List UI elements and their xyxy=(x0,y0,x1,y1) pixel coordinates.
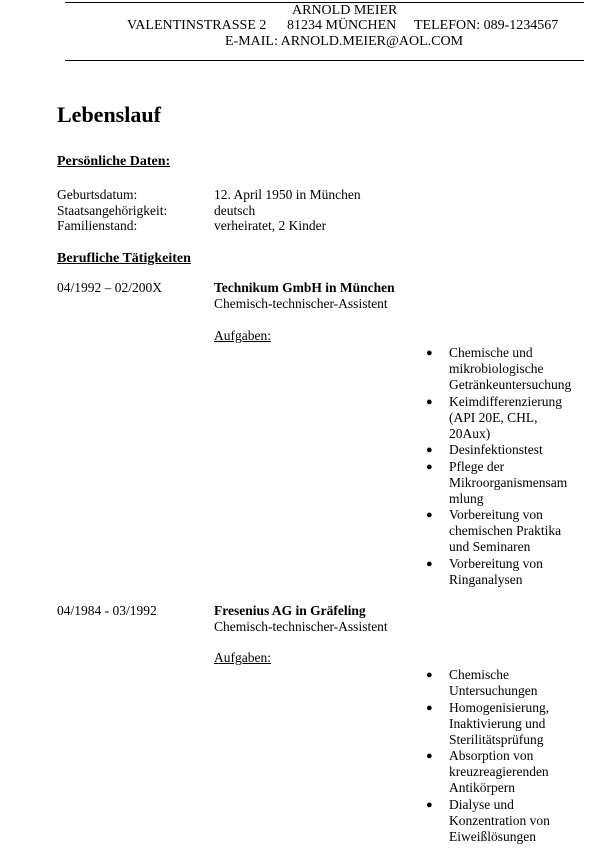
task-item xyxy=(426,459,586,507)
task-line: Eiweißlösungen xyxy=(449,828,536,844)
task-line: mlung xyxy=(449,490,484,506)
personal-value-birthdate: 12. April 1950 in München xyxy=(214,187,361,202)
task-line: Dialyse und xyxy=(449,796,514,812)
bullet-icon: ● xyxy=(426,460,433,473)
task-line: Desinfektionstest xyxy=(449,442,543,457)
task-line: und Seminaren xyxy=(449,539,531,554)
task-line: Sterilitätsprüfung xyxy=(449,731,544,747)
job-2-period: 04/1984 - 03/1992 xyxy=(57,603,157,618)
job-2-position: Chemisch-technischer-Assistent xyxy=(214,619,388,634)
job-1-tasks-label: Aufgaben: xyxy=(214,328,271,343)
task-line: Pflege der xyxy=(449,458,505,474)
task-line: Getränkeuntersuchung xyxy=(449,377,572,392)
section-career-heading: Berufliche Tätigkeiten xyxy=(57,251,191,266)
bullet-icon: ● xyxy=(426,701,433,714)
bullet-icon: ● xyxy=(426,509,433,521)
task-line: 20Aux) xyxy=(449,425,491,441)
task-line: Chemische und xyxy=(449,345,533,360)
job-2-tasks-label: Aufgaben: xyxy=(214,650,271,665)
section-personal-heading: Persönliche Daten: xyxy=(57,154,171,169)
personal-label-nationality: Staatsangehörigkeit: xyxy=(57,203,168,218)
page-title: Lebenslauf xyxy=(57,102,161,127)
task-item xyxy=(426,797,586,845)
task-line: Konzentration von xyxy=(449,812,550,828)
bullet-icon: ● xyxy=(426,669,433,681)
job-1-position: Chemisch-technischer-Assistent xyxy=(214,296,388,311)
header-email: E-MAIL: ARNOLD.MEIER@AOL.COM xyxy=(225,34,464,49)
personal-value-nationality: deutsch xyxy=(214,203,256,218)
header-street: VALENTINSTRASSE 2 xyxy=(127,18,267,33)
task-line: Chemische xyxy=(449,667,509,682)
bullet-icon: ● xyxy=(426,557,433,570)
task-line: Absorption von xyxy=(449,748,534,763)
personal-label-family: Familienstand: xyxy=(57,218,138,233)
personal-value-family: verheiratet, 2 Kinder xyxy=(214,218,327,233)
task-line: Ringanalysen xyxy=(449,571,523,587)
personal-label-birthdate: Geburtsdatum: xyxy=(57,187,138,202)
task-item xyxy=(426,507,586,555)
job-1-task-list xyxy=(426,345,586,588)
task-line: Untersuchungen xyxy=(449,683,538,698)
task-line: mikrobiologische xyxy=(449,361,544,376)
task-item xyxy=(426,700,586,748)
task-item xyxy=(426,556,586,588)
task-line: Keimdifferenzierung xyxy=(449,393,562,409)
task-line: chemischen Praktika xyxy=(449,523,562,538)
task-line: Inaktivierung und xyxy=(449,715,546,731)
task-line: Vorbereitung von xyxy=(449,555,543,571)
task-item xyxy=(426,345,586,393)
job-2-task-list xyxy=(426,667,586,845)
header-name: ARNOLD MEIER xyxy=(292,3,398,18)
header-phone: TELEFON: 089-1234567 xyxy=(414,18,559,33)
task-line: Vorbereitung von xyxy=(449,507,543,522)
bullet-icon: ● xyxy=(426,750,433,762)
task-item xyxy=(426,394,586,442)
header-bottom-rule xyxy=(65,60,584,61)
task-line: Homogenisierung, xyxy=(449,699,550,715)
job-2-company: Fresenius AG in Gräfeling xyxy=(214,603,366,618)
bullet-icon: ● xyxy=(426,798,433,811)
task-item xyxy=(426,748,586,796)
bullet-icon: ● xyxy=(426,395,433,408)
task-item xyxy=(426,667,586,699)
bullet-icon: ● xyxy=(426,444,433,456)
job-1-company: Technikum GmbH in München xyxy=(214,280,395,295)
task-line: (API 20E, CHL, xyxy=(449,409,538,425)
task-line: Antikörpern xyxy=(449,780,515,795)
bullet-icon: ● xyxy=(426,347,433,359)
header-city: 81234 MÜNCHEN xyxy=(287,18,397,33)
task-line: Mikroorganismensam xyxy=(449,474,568,490)
task-line: kreuzreagierenden xyxy=(449,764,549,779)
job-1-period: 04/1992 – 02/200X xyxy=(57,280,163,295)
task-item xyxy=(426,442,586,458)
